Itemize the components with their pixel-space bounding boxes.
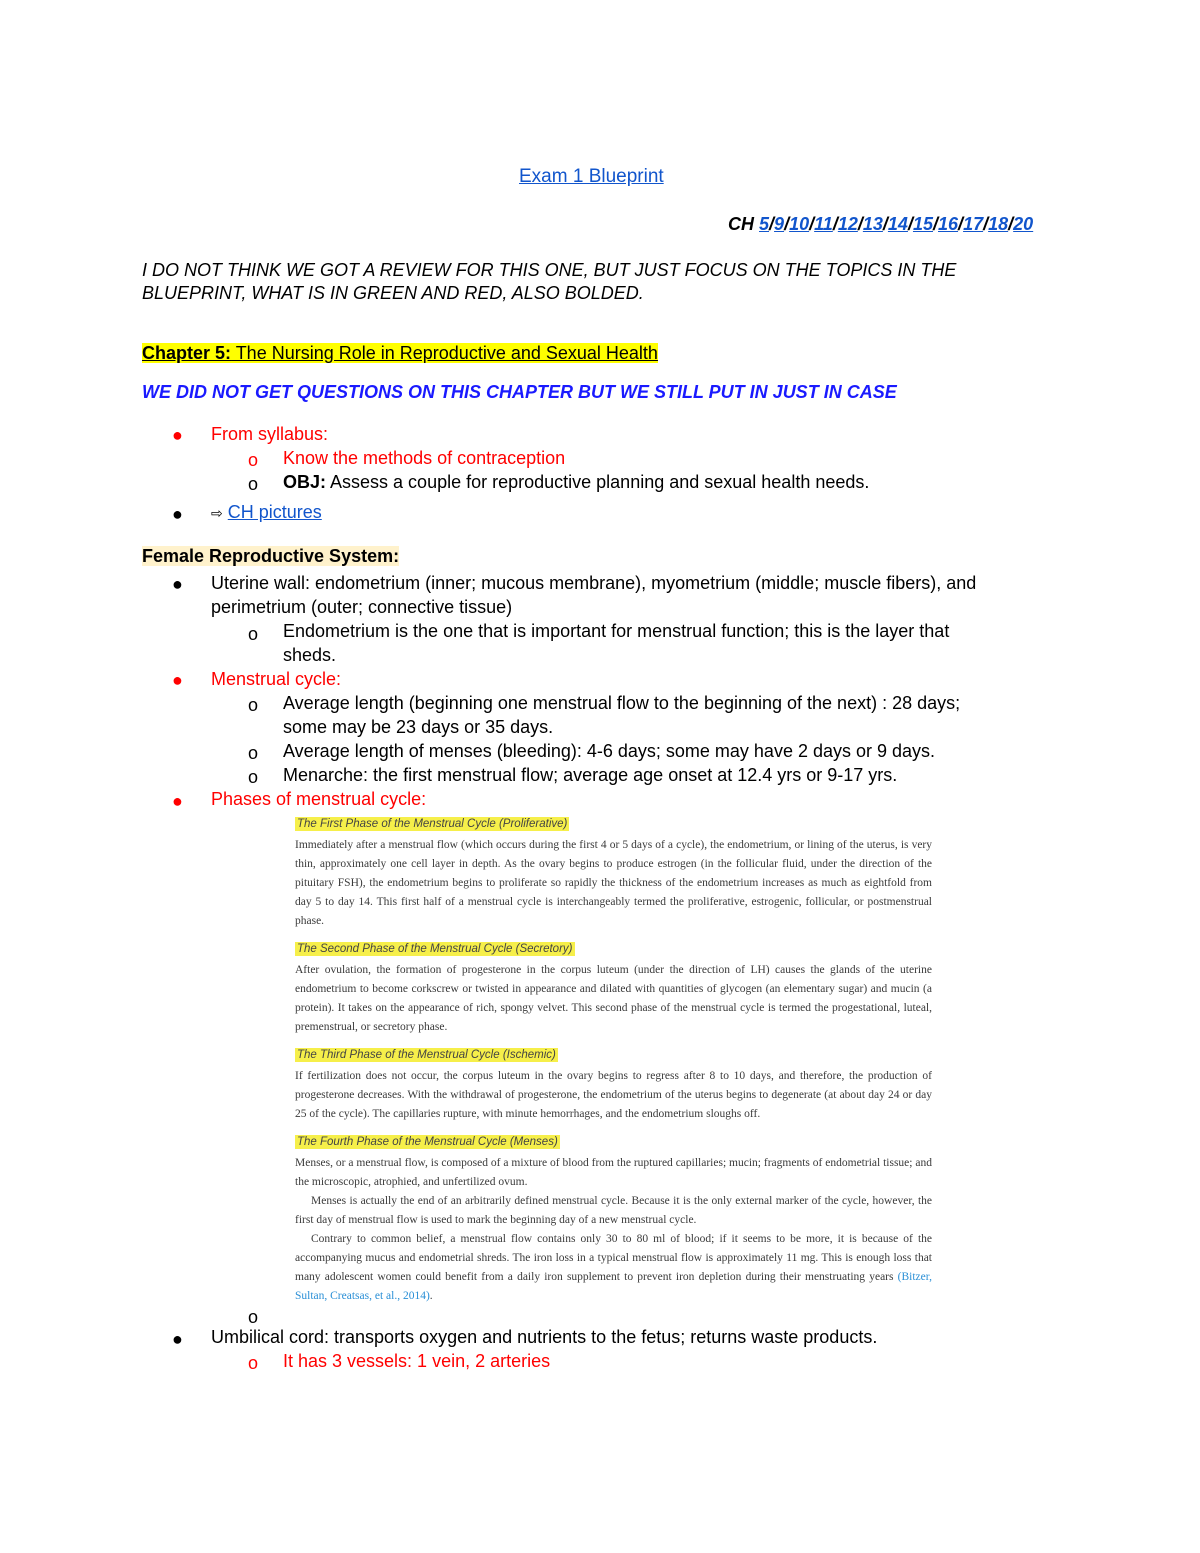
ch-prefix: CH — [728, 214, 754, 234]
phase-text: Menses, or a menstrual flow, is composed of a mixture of blood from the ruptured capillaries; mucin; fragments of endometrial tissue; and the microscopic, atrophied, and unfertilized ovum. — [295, 1157, 932, 1188]
ch-link[interactable]: 11 — [814, 214, 833, 234]
bullet-dot: ● — [172, 670, 183, 690]
phase-text: After ovulation, the formation of progesterone in the corpus luteum (under the direction of LH) causes the glands of the uterine endometrium to become corkscrew or twisted in appearance and dilated with quantities of glycogen (an elementary sugar) and mucin (a protein). It takes on the appearance of rich, spongy velvet. This second phase of the menstrual cycle is termed the progestational, luteal, premenstrual, or secretory phase. — [295, 964, 932, 1033]
syllabus-item: Know the methods of contraception — [283, 448, 566, 468]
textbook-excerpt-image — [295, 814, 932, 1306]
ch-link[interactable]: 16 — [938, 214, 959, 234]
intro-line: I DO NOT THINK WE GOT A REVIEW FOR THIS ONE, BUT JUST FOCUS ON THE TOPICS IN THE — [142, 260, 957, 280]
sub-bullet: o — [248, 474, 259, 494]
sub-bullet: o — [248, 624, 259, 644]
intro-note — [142, 259, 956, 305]
chapter-label: Chapter 5: — [142, 343, 232, 363]
ch-link[interactable]: 18 — [988, 214, 1009, 234]
bullet-dot: ● — [172, 425, 183, 445]
arrow-icon: ⇨ — [211, 505, 223, 521]
sub-bullet: o — [248, 767, 259, 787]
phase-heading: The Second Phase of the Menstrual Cycle (Secretory) — [297, 943, 573, 955]
bullet-dot: ● — [172, 504, 183, 524]
pictures-line — [211, 500, 322, 525]
phase-heading: The First Phase of the Menstrual Cycle (Proliferative) — [297, 818, 568, 830]
sub-bullet: o — [248, 743, 259, 763]
chapter-links: CH 5/9/10/11/12/13/14/15/16/17/18/20 — [728, 214, 1034, 234]
sub-bullet: o — [248, 695, 259, 715]
vessels-text: It has 3 vessels: 1 vein, 2 arteries — [283, 1351, 551, 1371]
chapter-note: WE DID NOT GET QUESTIONS ON THIS CHAPTER BUT WE STILL PUT IN JUST IN CASE — [142, 382, 897, 402]
ch-link[interactable]: 5 — [759, 214, 770, 234]
obj-line — [283, 470, 869, 494]
phase-text: Immediately after a menstrual flow (which occurs during the first 4 or 5 days of a cycle), the endometrium, or lining of the uterus, is very thin, approximately one cell layer in depth. As the ovary begins to produce estrogen (in the follicular fluid, under the direction of the pituitary FSH), the endometrium begins to proliferate so rapidly the thickness of the endometrium increases as much as eightfold from day 5 to day 14. This first half of a menstrual cycle is interchangeably termed the proliferative, estrogenic, follicular, or postmenstrual phase. — [295, 839, 932, 927]
ch-link[interactable]: 10 — [789, 214, 810, 234]
section-heading: Female Reproductive System: — [142, 546, 400, 566]
phase-text: Menses is actually the end of an arbitrarily defined menstrual cycle. Because it is the only external marker of the cycle, however, the first day of menstrual flow is used to mark the beginning day of a new menstrual cycle. — [295, 1195, 932, 1226]
syllabus-label: From syllabus: — [211, 424, 329, 444]
sub-bullet: o — [248, 1353, 259, 1373]
intro-line: BLUEPRINT, WHAT IS IN GREEN AND RED, ALSO BOLDED. — [142, 283, 644, 303]
menarche-text: Menarche: the first menstrual flow; average age onset at 12.4 yrs or 9-17 yrs. — [283, 765, 898, 785]
ch-link[interactable]: 9 — [774, 214, 785, 234]
sub-bullet: o — [248, 1307, 259, 1327]
phase-text: If fertilization does not occur, the corpus luteum in the ovary begins to regress after 8 to 10 days, and therefore, the production of progesterone decreases. With the withdrawal of progesterone, the endometrium of the uterus begins to degenerate (at about day 24 or day 25 of the cycle). The capillaries rupture, with minute hemorrhages, and the endometrium sloughs off. — [295, 1070, 932, 1120]
ch-pictures-link[interactable]: CH pictures — [227, 502, 322, 522]
bullet-dot: ● — [172, 791, 183, 811]
uterine-wall-text: Uterine wall: endometrium (inner; mucous membrane), myometrium (middle; muscle fibers), and perimetrium (outer; connective tissue) — [211, 573, 977, 617]
menses-length-text: Average length of menses (bleeding): 4-6 days; some may have 2 days or 9 days. — [283, 741, 936, 761]
ch-link[interactable]: 15 — [912, 214, 933, 234]
ch-link[interactable]: 20 — [1013, 214, 1034, 234]
ch-link[interactable]: 17 — [963, 214, 984, 234]
average-length-text: Average length (beginning one menstrual flow to the beginning of the next) : 28 days; some may be 23 days or 35 days. — [283, 693, 961, 737]
chapter-title: The Nursing Role in Reproductive and Sexual Health — [231, 343, 658, 363]
bullet-dot: ● — [172, 1329, 183, 1349]
doc-title[interactable]: Exam 1 Blueprint — [519, 166, 664, 187]
phase-text: Contrary to common belief, a menstrual flow contains only 30 to 80 ml of blood; if it seems to be more, it is because of the accompanying mucus and endometrial shreds. The iron loss in a typical menstrual flow is approximately 11 mg. This is enough loss that many adolescent women could benefit from a daily iron supplement to prevent iron depletion during their menstruating years (Bitzer, Sultan, Creatsas, et al., 2014). — [295, 1233, 932, 1302]
sub-bullet: o — [248, 450, 259, 470]
umbilical-text: Umbilical cord: transports oxygen and nutrients to the fetus; returns waste products. — [211, 1327, 878, 1347]
ch-link[interactable]: 14 — [887, 214, 908, 234]
phase-heading: The Fourth Phase of the Menstrual Cycle (Menses) — [297, 1136, 558, 1148]
bullet-dot: ● — [172, 574, 183, 594]
obj-text: Assess a couple for reproductive planning and sexual health needs. — [326, 472, 870, 492]
menstrual-label: Menstrual cycle: — [211, 669, 342, 689]
citation-link[interactable]: (Bitzer, Sultan, Creatsas, et al., 2014) — [295, 1271, 932, 1302]
obj-label: OBJ: — [283, 472, 327, 492]
endometrium-text: Endometrium is the one that is important for menstrual function; this is the layer that sheds. — [283, 621, 950, 665]
chapter-heading — [142, 343, 658, 364]
phase-heading: The Third Phase of the Menstrual Cycle (Ischemic) — [297, 1049, 556, 1061]
ch-link[interactable]: 13 — [862, 214, 883, 234]
ch-link[interactable]: 12 — [837, 214, 858, 234]
phases-label: Phases of menstrual cycle: — [211, 789, 427, 809]
